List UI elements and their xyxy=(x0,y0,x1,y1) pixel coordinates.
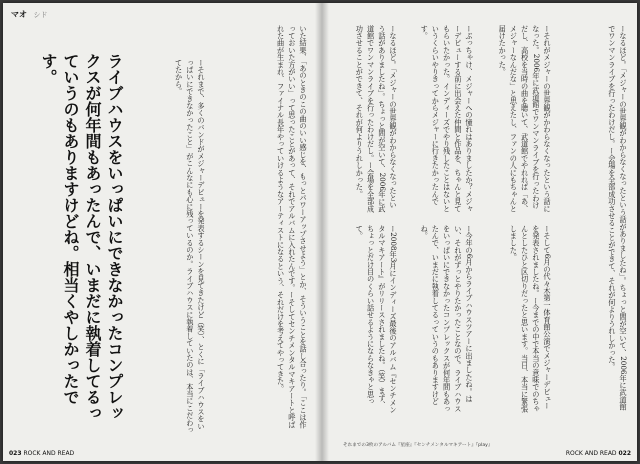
article-paragraph: ーそして6月の代々木第一体育館公演でメジャーデビューを発表されましたね。ー今までの中で本当の意味でのちゃんとしたひと区切りだったと思います。当日、本当に緊張しました。 xyxy=(509,225,552,413)
text-column-right-f xyxy=(481,25,553,215)
text-column-right-d xyxy=(405,25,475,215)
article-paragraph: いた結果、「あのときのこの曲のいい感じを、もっとパワーアップさせよう」とか、そういうことを話し合ったり。「ここは作っておいた方がいい」って思ったことがあって、それでアルバムに入れたんです。ーそしてセンチメンタルマキアートと呼ばれた曲が生まれ、ファイナル長年やっていけるようなアーティストになるという、それだけを考えてやってきた。 xyxy=(276,25,308,429)
article-paragraph: ーそれまで、多くのバンドがメジャーデビューを発表するシーンを見てきたけど（笑）、とくに「ライブハウスをいっぱいにできなかったこと」がこんなにも心に残っているのか。ライブハウスに執着していたのは、本当にこだわってたから。 xyxy=(174,59,206,434)
text-column-right-c xyxy=(337,25,399,215)
article-paragraph: ーぶっちゃけ、メジャーへの憧れはありましたか？メジャーデビューする前に出会えた仲間と作品を、ちゃんと見てもらいたかった。インディーズでやり残したことはないというくらいやりきってからメジャーに行きたかったんです。 xyxy=(420,25,474,213)
page-number-right: 022 xyxy=(618,450,631,457)
text-column-right-b xyxy=(337,225,399,415)
text-column-left-b xyxy=(213,25,309,435)
text-column-left-a xyxy=(131,59,207,435)
headline-quote: ライブハウスをいっぱいにできなかったコンプレックスが何年間もあったんで、いまだに執着してるっていうのもありますけどね。相当くやしかったです。 xyxy=(39,53,124,421)
page-gutter xyxy=(315,3,329,461)
page-number-left: 023 xyxy=(9,450,22,457)
text-column-right-g xyxy=(481,225,553,415)
article-paragraph: ー2008年3月にインディーズ最後のアルバム『センチメンタルマキアート』がリリースされましたね。（笑）まず、ちょっとだけ目のくらい話せるようにならなきゃと思って。 xyxy=(355,225,398,414)
artist-name: マオ xyxy=(11,10,27,19)
article-paragraph: ーそれがメジャーの世界観がかわらなくなったという話になった。2006年に武道館でワンマンライブを行ったわけだし、高校を当時の曲を聴いて、武道館でやれれば「あ、メジャーなんだな」と思えたし、ファンの人にもちゃんと届けたかった。 xyxy=(498,25,552,213)
article-paragraph: ー今年の6月からライブハウスツアーに出ましたね。はい、それがずっとやりたかったことなので。ライブハウスをいっぱいにできなかったコンプレックスが何年間もあったんで、いまだに執着してるっていうのもありますけどね。 xyxy=(420,225,474,413)
footer-right xyxy=(566,450,631,457)
text-column-right-e xyxy=(405,225,475,415)
page-header xyxy=(11,9,48,20)
band-name: シド xyxy=(33,11,48,19)
text-column-right-h xyxy=(559,25,629,415)
photo-caption: それまでの3枚のアルバム『星座』『センチメンタルマキアート』『play』 xyxy=(343,443,493,448)
magazine-spread xyxy=(3,3,637,461)
article-paragraph: ーなるほど。「メジャーの世界観がわからなくなったという話がありましたね」。ちょっと間が空いて、2006年に武道館でワンマンライブを行ったわけだし。ー会場を全部成功させることができて、それが何よりうれしかった。 xyxy=(355,25,398,213)
article-paragraph: ーなるほど。「メジャーの世界観がわからなくなったという話がありましたね」。ちょっと間が空いて、2006年に武道館でワンマンライブを行ったわけだし。ー会場を全部成功させることができて、それが何よりうれしかった。 xyxy=(607,25,628,411)
footer-left xyxy=(9,450,74,457)
magazine-title-left: ROCK AND READ xyxy=(23,450,75,457)
magazine-title-right: ROCK AND READ xyxy=(565,450,617,457)
